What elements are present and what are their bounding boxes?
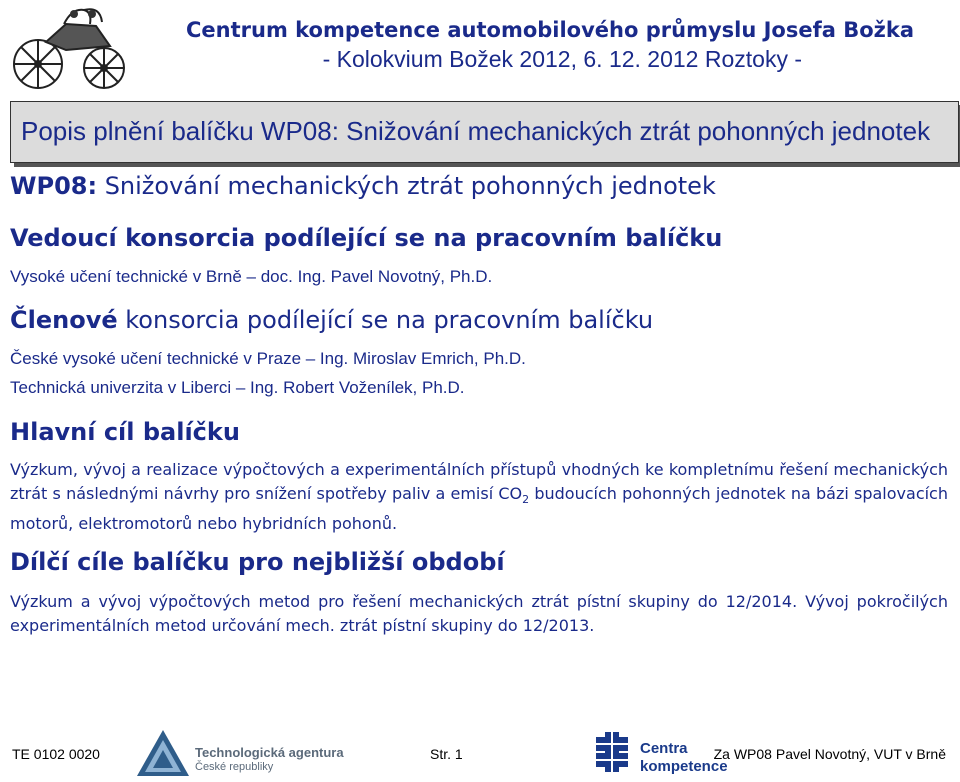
lead-heading: Vedoucí konsorcia podílející se na pracovním balíčku	[10, 224, 723, 252]
footer-author: Za WP08 Pavel Novotný, VUT v Brně	[713, 746, 946, 762]
tacr-logo	[135, 728, 375, 778]
tacr-subname: České republiky	[195, 761, 274, 773]
title-box	[10, 101, 959, 163]
members-heading	[10, 306, 653, 334]
wp-title: Snižování mechanických ztrát pohonných jednotek	[97, 172, 716, 200]
member-line: Technická univerzita v Liberci – Ing. Robert Voženílek, Ph.D.	[10, 378, 465, 397]
page-number: Str. 1	[430, 746, 463, 762]
members-heading-rest: konsorcia podílející se na pracovním balíčku	[117, 306, 654, 334]
wp-code: WP08:	[10, 172, 98, 200]
lead-line: Vysoké učení technické v Brně – doc. Ing. Pavel Novotný, Ph.D.	[10, 267, 493, 286]
main-goal-text-part: Výzkum, vývoj a realizace výpočtových a experimentálních přístupů vhodných ke kompletnímu řešení mechanických ztrát s následnými návrhy pro snížení spotřeby paliv a emisí CO	[10, 460, 948, 503]
main-goal-text	[10, 458, 948, 536]
main-goal-text-part: budoucích pohonných jednotek na bázi spalovacích motorů, elektromotorů nebo hybridních pohonů.	[10, 484, 948, 534]
footer	[0, 724, 960, 782]
ck-name: Centra	[640, 740, 688, 757]
tacr-name: Technologická agentura	[195, 745, 344, 760]
tacr-emblem-icon	[135, 728, 191, 778]
partial-goals-heading: Dílčí cíle balíčku pro nejbližší období	[10, 548, 505, 576]
ck-subname: kompetence	[640, 758, 728, 775]
member-line: České vysoké učení technické v Praze – Ing. Miroslav Emrich, Ph.D.	[10, 349, 526, 368]
title-box-text: Popis plnění balíčku WP08: Snižování mechanických ztrát pohonných jednotek	[21, 116, 931, 146]
co2-subscript: 2	[522, 493, 530, 507]
wp-heading	[10, 172, 716, 200]
centra-kompetence-logo	[588, 728, 728, 780]
partial-goals-text: Výzkum a vývoj výpočtových metod pro řešení mechanických ztrát pístní skupiny do 12/2014. Vývoj pokročilých experimentálních metod určování mech. ztrát pístní skupiny do 12/2013.	[10, 592, 948, 635]
main-goal-heading: Hlavní cíl balíčku	[10, 418, 240, 446]
project-code: TE 0102 0020	[12, 746, 100, 762]
centra-kompetence-emblem-icon	[588, 728, 636, 776]
header-title: Centrum kompetence automobilového průmyslu Josefa Božka	[186, 18, 914, 42]
members-heading-first: Členové	[10, 306, 118, 334]
header-subtitle: - Kolokvium Božek 2012, 6. 12. 2012 Roztoky -	[322, 46, 802, 72]
